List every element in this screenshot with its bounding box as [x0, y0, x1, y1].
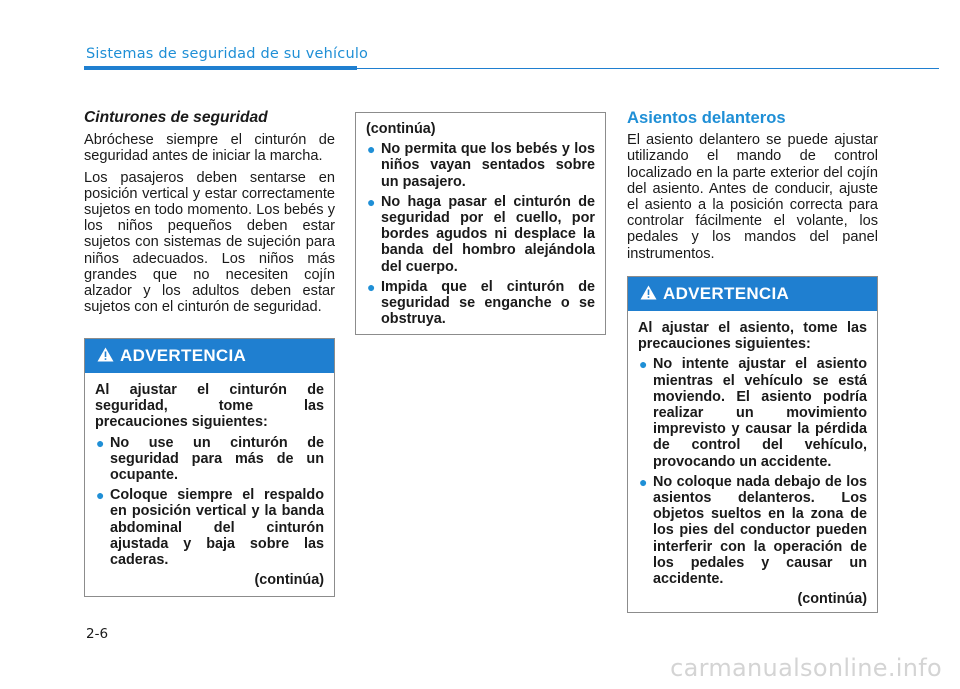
warning-triangle-icon — [640, 285, 657, 303]
body-paragraph: Los pasajeros deben sentarse en posición vertical y estar correctamente sujetos en todo momento. Los bebés y los niños pequeños deben estar sujetos con sistemas de sujeción para niños adecuados. Los niños más grandes que no necesiten cojín alzador y los adultos deben estar sujetos con el cinturón de seguridad. — [84, 169, 335, 316]
bullet-dot-icon: ● — [639, 473, 648, 490]
warning-body — [628, 311, 877, 607]
header-rule-thin — [357, 68, 939, 69]
list-item: ● Coloque siempre el respaldo en posición vertical y la banda abdominal del cinturón ajustada y baja sobre las caderas. — [96, 487, 324, 569]
bullet-dot-icon: ● — [367, 278, 376, 295]
seatbelts-heading: Cinturones de seguridad — [84, 109, 268, 126]
list-item: ● No use un cinturón de seguridad para más de un ocupante. — [96, 434, 324, 484]
list-item: ● No permita que los bebés y los niños vayan sentados sobre un pasajero. — [367, 141, 595, 190]
section-title: Sistemas de seguridad de su vehículo — [86, 46, 369, 62]
bullet-dot-icon: ● — [367, 193, 376, 210]
warning-title: ADVERTENCIA — [663, 283, 790, 303]
warning-box-continued — [355, 112, 606, 335]
warning-intro: Al ajustar el asiento, tome las precauciones siguientes: — [638, 320, 867, 353]
list-item: ● Impida que el cinturón de seguridad se enganche o se obstruya. — [367, 278, 595, 328]
list-item: ● No haga pasar el cinturón de seguridad por el cuello, por bordes agudos ni desplace la banda del hombro alejándola del cuerpo. — [367, 193, 595, 275]
bullet-dot-icon: ● — [367, 141, 376, 158]
warning-box-seatbelt — [84, 338, 335, 597]
body-paragraph: El asiento delantero se puede ajustar utilizando el mando de control localizado en la parte exterior del cojín del asiento. Antes de conducir, ajuste el asiento a la posición correcta para controlar fácilmente el volante, los pedales y los mandos del panel instrumentos. — [627, 132, 878, 262]
page-number: 2-6 — [86, 626, 109, 642]
warning-triangle-icon — [97, 347, 114, 365]
front-seats-heading: Asientos delanteros — [627, 108, 786, 127]
warning-header — [628, 277, 877, 311]
list-item: ● No intente ajustar el asiento mientras el vehículo se está moviendo. El asiento podría realizar un movimiento imprevisto y causar la pérdida de control del vehículo, provocando un accidente. — [639, 356, 867, 470]
warning-header — [85, 339, 334, 373]
continued-label: (continúa) — [254, 572, 324, 589]
bullet-dot-icon: ● — [96, 434, 105, 451]
list-item: ● No coloque nada debajo de los asientos delanteros. Los objetos sueltos en la zona de los pies del conductor pueden interferir con la operación de los pedales y causar un accidente. — [639, 473, 867, 588]
left-column — [84, 110, 335, 320]
watermark: carmanualsonline.info — [670, 654, 942, 682]
continued-label: (continúa) — [797, 591, 867, 608]
right-column — [627, 110, 878, 267]
continued-header: (continúa) — [366, 121, 436, 137]
warning-body — [356, 113, 605, 327]
warning-body — [85, 373, 334, 588]
warning-box-seat — [627, 276, 878, 613]
header-rule-thick — [84, 66, 357, 70]
warning-intro: Al ajustar el cinturón de seguridad, tome las precauciones siguientes: — [95, 382, 324, 431]
bullet-dot-icon: ● — [96, 487, 105, 504]
body-paragraph: Abróchese siempre el cinturón de seguridad antes de iniciar la marcha. — [84, 132, 335, 165]
warning-title: ADVERTENCIA — [120, 345, 247, 365]
bullet-dot-icon: ● — [639, 356, 648, 373]
